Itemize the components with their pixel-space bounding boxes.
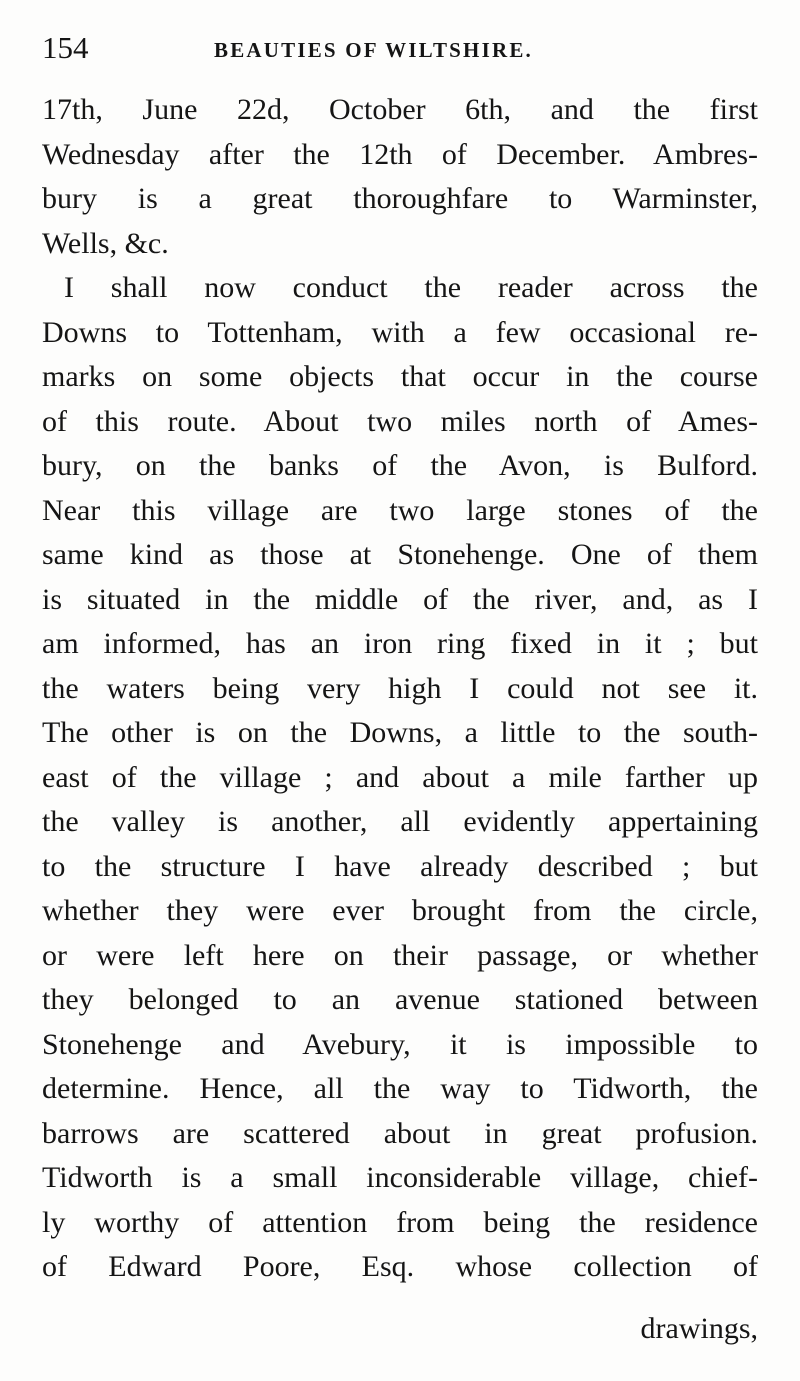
text-line: Wells, &c. (42, 226, 169, 260)
text-line: of Edward Poore, Esq. whose collection of (42, 1250, 758, 1283)
text-line: same kind as those at Stonehenge. One of them (42, 538, 758, 571)
text-line: The other is on the Downs, a little to the south- (42, 716, 758, 749)
text-line: Tidworth is a small inconsiderable village, chief- (42, 1161, 758, 1194)
text-line: 17th, June 22d, October 6th, and the first (42, 93, 758, 126)
text-line: am informed, has an iron ring fixed in it ; but (42, 627, 758, 660)
text-line: to the structure I have already described ; but (42, 849, 758, 883)
text-line: of this route. About two miles north of Ames- (42, 404, 758, 438)
text-line: or were left here on their passage, or whether (42, 938, 758, 972)
text-line: Near this village are two large stones of the (42, 493, 758, 527)
text-line: Downs to Tottenham, with a few occasional re- (42, 315, 758, 349)
running-title: BEAUTIES OF WILTSHIRE. (214, 38, 533, 62)
text-line: determine. Hence, all the way to Tidworth, the (42, 1072, 758, 1105)
text-line: whether they were ever brought from the circle, (42, 894, 758, 927)
text-line: bury is a great thoroughfare to Warminster, (42, 182, 758, 215)
running-head (42, 28, 758, 68)
text-line: marks on some objects that occur in the course (42, 360, 758, 393)
text-line: the waters being very high I could not see it. (42, 671, 758, 705)
text-line: the valley is another, all evidently appertaining (42, 805, 758, 838)
text-line: ly worthy of attention from being the residence (42, 1205, 758, 1239)
text-line: east of the village ; and about a mile farther up (42, 760, 758, 794)
text-line: they belonged to an avenue stationed between (42, 983, 758, 1016)
text-line: I shall now conduct the reader across the (64, 271, 758, 304)
body-text (42, 88, 758, 1290)
text-line: barrows are scattered about in great profusion. (42, 1116, 758, 1150)
text-line: Wednesday after the 12th of December. Ambres- (42, 137, 758, 171)
catchword: drawings, (640, 1312, 758, 1345)
text-line: bury, on the banks of the Avon, is Bulford. (42, 449, 758, 482)
text-line: is situated in the middle of the river, and, as I (42, 582, 758, 616)
page-number: 154 (42, 30, 89, 65)
text-line: Stonehenge and Avebury, it is impossible to (42, 1027, 758, 1061)
